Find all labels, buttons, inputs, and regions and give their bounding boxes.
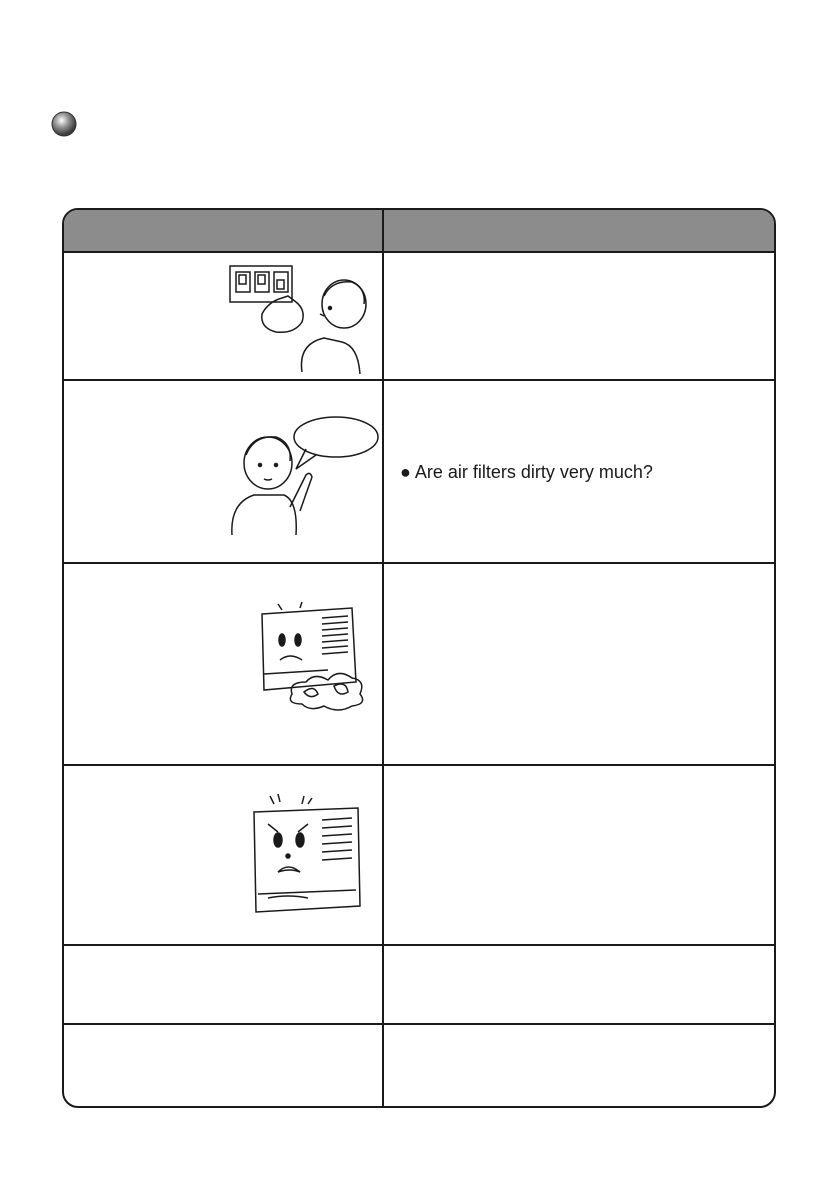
row-divider [64,764,774,766]
header-cell-cause [384,210,776,251]
header-cell-phenomenon [64,210,382,251]
cause-text-air-filters: ● Are air filters dirty very much? [400,462,653,482]
person-speaking-icon [224,415,384,540]
unit-worried-icon [248,794,368,918]
row-divider [64,944,774,946]
row-divider [64,379,774,381]
row-divider [64,1023,774,1025]
row-divider [64,562,774,564]
section-bullet-icon [50,110,78,138]
table-header [64,210,774,253]
person-checking-breaker-icon [224,262,374,376]
column-divider [382,210,384,1106]
troubleshooting-table [62,208,776,1108]
unit-dirty-filter-icon [248,596,378,720]
